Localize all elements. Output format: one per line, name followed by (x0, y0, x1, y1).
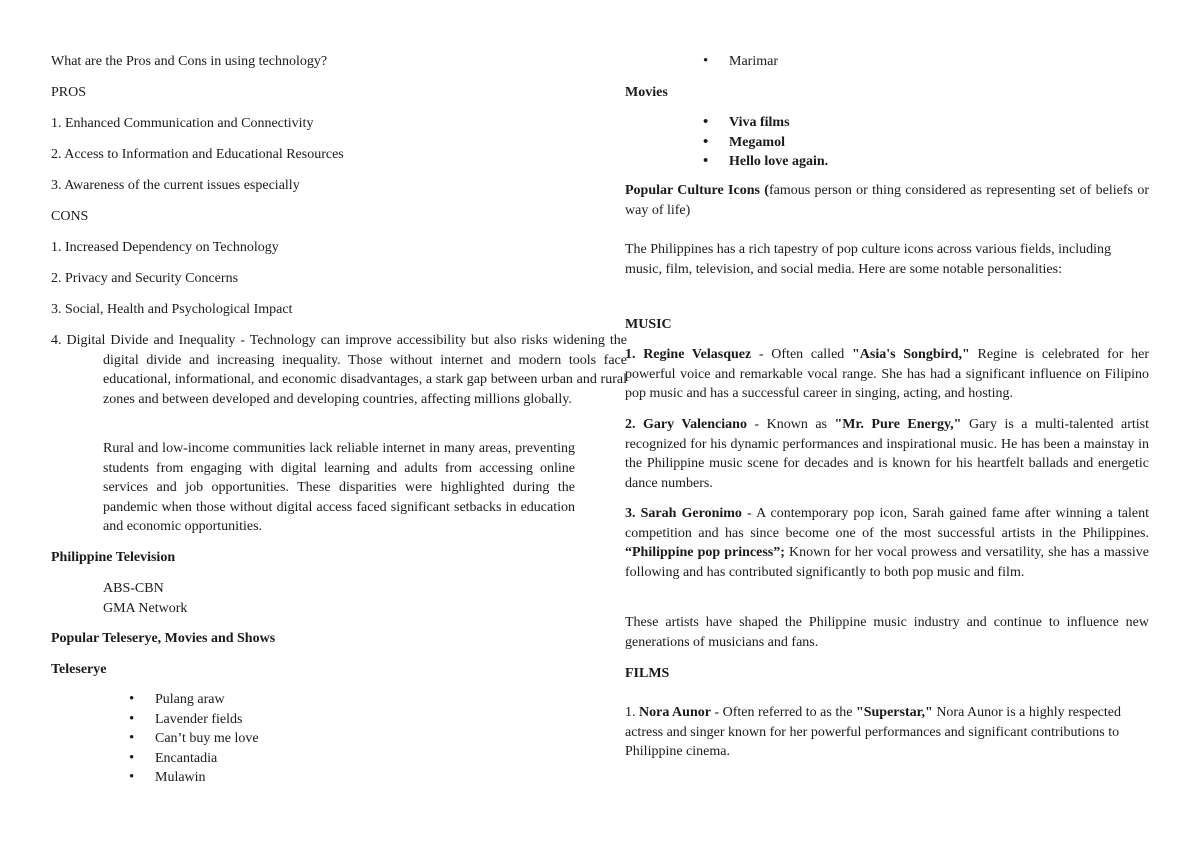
cons-item: 1. Increased Dependency on Technology (51, 240, 279, 255)
music-entry: 1. Regine Velasquez - Often called "Asia's Songbird," Regine is celebrated for her powerful voice and remarkable vocal range. She has had a significant influence on Filipino pop music and has a successful career in singing, acting, and hosting. (625, 347, 1149, 401)
tv-list (103, 579, 187, 618)
music-entry: 2. Gary Valenciano - Known as "Mr. Pure Energy," Gary is a multi-talented artist recognized for his dynamic performances and inspirational music. He has been a mainstay in the Philippine music scene for decades and is known for his heartfelt ballads and energetic dance numbers. (625, 417, 1150, 491)
teleserye-list-continued (703, 52, 778, 72)
tv-item: GMA Network (103, 600, 188, 616)
pros-heading: PROS (51, 85, 87, 100)
cons-heading: CONS (51, 209, 89, 224)
list-item: • Marimar (703, 52, 778, 72)
cons-item-digital-divide: 4. Digital Divide and Inequality - Technology can improve accessibility but also risks widening the digital divide and increasing inequality. Those without internet and modern tools face educational, informational, and economic disadvantages, a stark gap between urban and rural zones and between developed and developing countries, affecting millions globally. (51, 333, 627, 407)
list-item: • Megamol (703, 133, 828, 153)
teleserye-heading: Teleserye (51, 662, 107, 677)
list-item: • Viva films (703, 113, 828, 133)
list-item: • Pulang araw (129, 690, 259, 710)
list-item: • Hello love again. (703, 152, 828, 172)
list-item: • Mulawin (129, 768, 259, 788)
music-heading: MUSIC (625, 317, 672, 332)
cons-item: 3. Social, Health and Psychological Impact (51, 302, 293, 317)
pros-item: 2. Access to Information and Educational Resources (51, 147, 344, 162)
music-outro: These artists have shaped the Philippine music industry and continue to influence new generations of musicians and fans. (625, 615, 1149, 650)
pros-item: 1. Enhanced Communication and Connectivity (51, 116, 314, 131)
music-entry: 3. Sarah Geronimo - A contemporary pop icon, Sarah gained fame after winning a talent competition and has since become one of the most successful artists in the Philippines. “Philippine pop princess”; Known for her vocal prowess and versatility, she has a massive following and has contributed significantly to both pop music and film. (625, 506, 1150, 580)
pop-culture-icons-definition: Popular Culture Icons (famous person or thing considered as representing set of beliefs or way of life) (625, 183, 1149, 218)
list-item: • Lavender fields (129, 710, 259, 730)
popular-heading: Popular Teleserye, Movies and Shows (51, 631, 276, 646)
tv-heading: Philippine Television (51, 550, 176, 565)
films-heading: FILMS (625, 666, 670, 681)
movies-heading: Movies (625, 85, 668, 100)
list-item: • Encantadia (129, 749, 259, 769)
intro-paragraph: The Philippines has a rich tapestry of pop culture icons across various fields, including music, film, television, and social media. Here are some notable personalities: (625, 242, 1112, 277)
movies-list (703, 113, 828, 172)
cons-item: 2. Privacy and Security Concerns (51, 271, 239, 286)
teleserye-list (129, 690, 259, 788)
question-heading: What are the Pros and Cons in using technology? (51, 54, 328, 69)
film-entry: 1. Nora Aunor - Often referred to as the "Superstar," Nora Aunor is a highly respected actress and singer known for her powerful performances and significant contributions to Philippine cinema. (625, 705, 1121, 759)
list-item: • Can’t buy me love (129, 729, 259, 749)
pros-item: 3. Awareness of the current issues especially (51, 178, 300, 193)
tv-item: ABS-CBN (103, 581, 164, 596)
digital-divide-paragraph: Rural and low-income communities lack reliable internet in many areas, preventing students from engaging with digital learning and adults from accessing online services and job opportunities. These disparities were highlighted during the pandemic when those without digital access faced significant setbacks in education and economic opportunities. (103, 441, 575, 534)
